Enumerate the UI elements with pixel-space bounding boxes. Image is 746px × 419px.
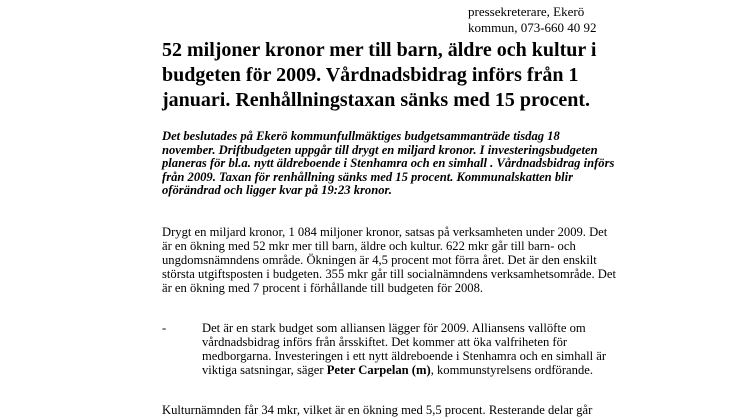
body-paragraph xyxy=(162,225,722,295)
tail-paragraph xyxy=(162,403,722,417)
quote-line-last xyxy=(202,363,722,377)
contact-line: kommun, 073-660 40 92 xyxy=(468,20,597,35)
body-line: ungdomsnämndens område. Ökningen är 4,5 procent mot förra året. Det är den enskilt xyxy=(162,253,597,267)
quote-line: Det är en stark budget som alliansen lägger för 2009. Alliansens vallöfte om xyxy=(202,321,586,335)
quote-line: vårdnadsbidrag införs från årsskiftet. Det kommer att öka valfriheten för xyxy=(202,335,568,349)
lead-line: planeras för bl.a. nytt äldreboende i Stenhamra och en simhall . Vårdnadsbidrag införs xyxy=(162,156,615,170)
body-line: är en ökning med 52 mkr mer till barn, äldre och kultur. 622 mkr går till barn- och xyxy=(162,239,576,253)
page-title xyxy=(162,38,722,113)
contact-info xyxy=(468,4,738,36)
lead-line: Det beslutades på Ekerö kommunfullmäktiges budgetsammanträde tisdag 18 xyxy=(162,129,560,143)
lead-line: oförändrad och ligger kvar på 19:23 kronor. xyxy=(162,183,392,197)
quote-text: , kommunstyrelsens ordförande. xyxy=(430,363,593,377)
quote-line: medborgarna. Investeringen i ett nytt äldreboende i Stenhamra och en simhall är xyxy=(202,349,607,363)
contact-line: pressekreterare, Ekerö xyxy=(468,4,585,19)
lead-line: från 2009. Taxan för renhållning sänks med 15 procent. Kommunalskatten blir xyxy=(162,169,574,184)
quote-text: viktiga satsningar, säger xyxy=(202,363,327,377)
headline-line: budgeten för 2009. Vårdnadsbidrag införs från 1 xyxy=(162,64,579,86)
body-line: är en ökning med 7 procent i förhållande till budgeten för 2008. xyxy=(162,281,484,295)
body-line: största utgiftsposten i budgeten. 355 mkr går till socialnämndens verksamhetsområde. Det xyxy=(162,267,616,281)
tail-line: Kulturnämnden får 34 mkr, vilket är en ökning med 5,5 procent. Resterande delar går xyxy=(162,403,593,417)
headline-line: 52 miljoner kronor mer till barn, äldre och kultur i xyxy=(162,39,597,61)
headline-line: januari. Renhållningstaxan sänks med 15 procent. xyxy=(162,89,591,111)
body-line: Drygt en miljard kronor, 1 084 miljoner kronor, satsas på verksamheten under 2009. Det xyxy=(162,225,608,239)
quote-paragraph xyxy=(202,321,722,377)
lead-line: november. Driftbudgeten uppgår till drygt en miljard kronor. I investeringsbudgeten xyxy=(162,142,598,157)
speaker-name: Peter Carpelan (m) xyxy=(326,363,431,377)
lead-paragraph xyxy=(162,130,722,198)
quote-dash: - xyxy=(162,321,167,335)
